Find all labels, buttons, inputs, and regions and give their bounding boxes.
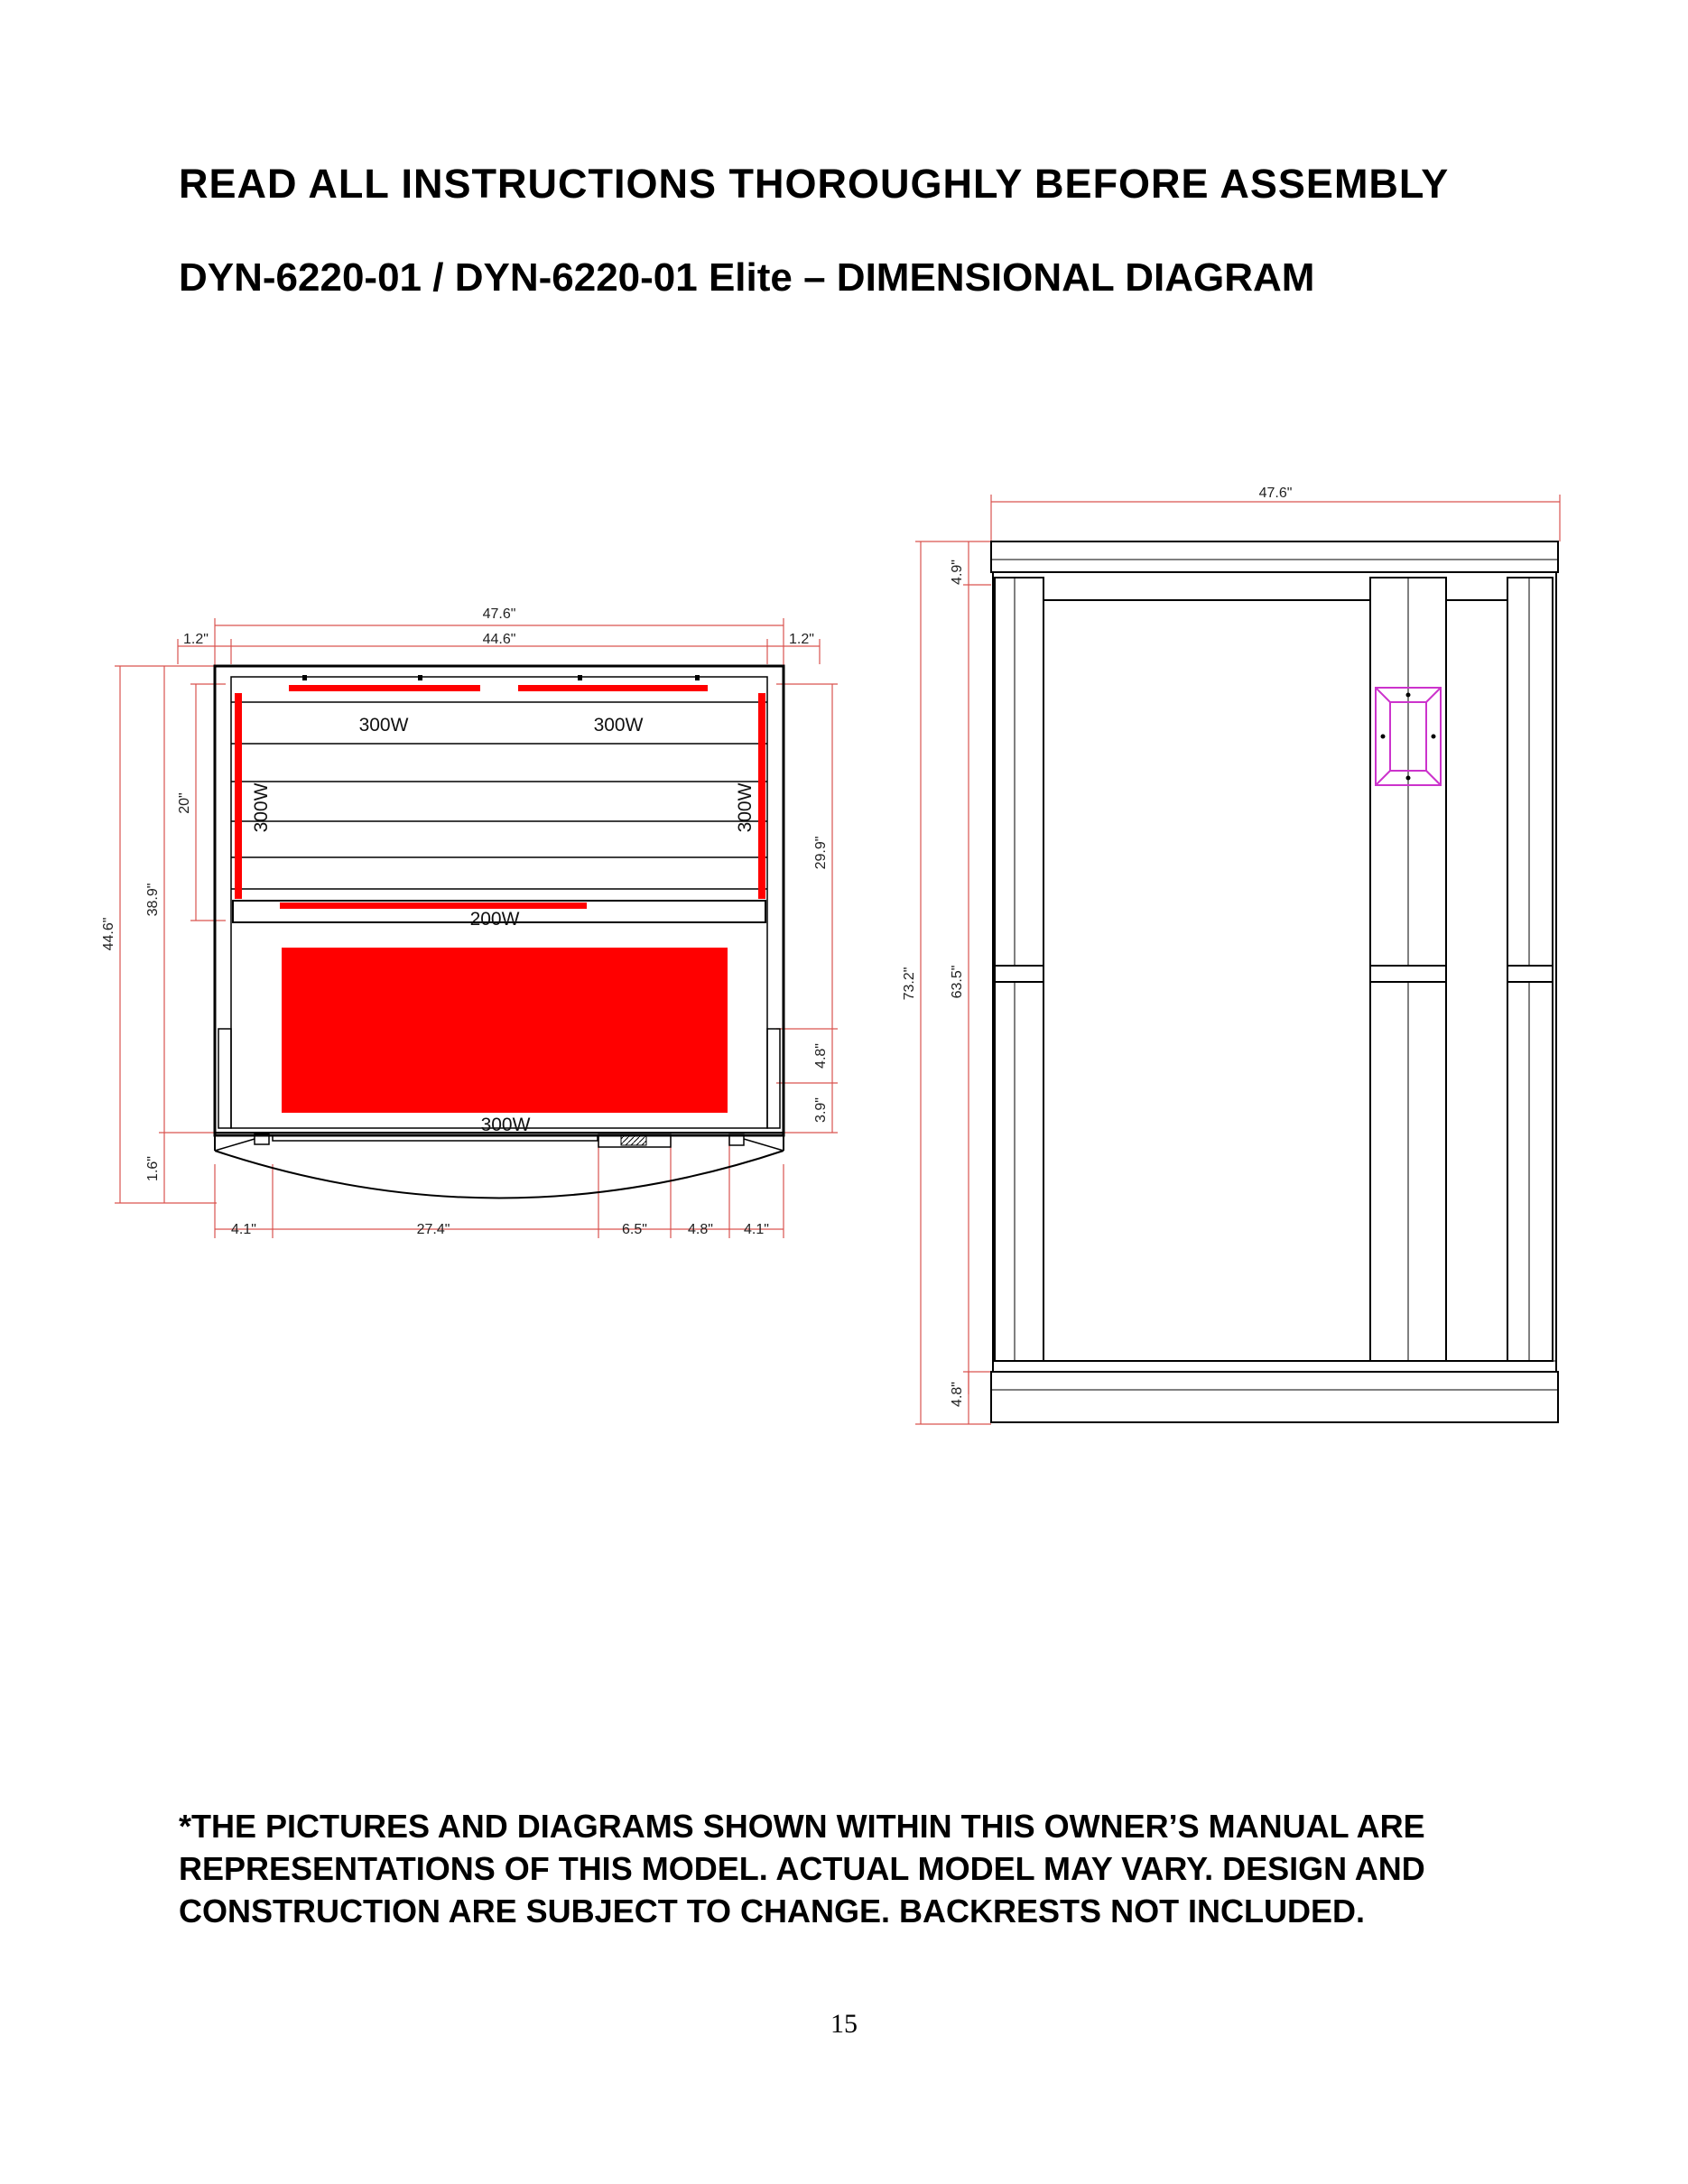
front-frame	[991, 541, 1558, 1422]
front-view-dimension-lines	[915, 495, 1560, 1424]
heater-back-right-label: 300W	[593, 715, 644, 736]
heater-side-right	[758, 693, 765, 899]
heater-floor-label: 300W	[480, 1115, 531, 1135]
disclaimer-line-1: *THE PICTURES AND DIAGRAMS SHOWN WITHIN THIS OWNER’S MANUAL ARE	[179, 1808, 1425, 1845]
page-number: 15	[830, 2009, 858, 2039]
dim-right-wall: 1.2"	[789, 632, 814, 647]
heater-bench	[280, 902, 587, 909]
dim-overall-width: 47.6"	[482, 606, 516, 622]
disclaimer	[179, 1805, 1587, 1932]
dim-overall-height: 73.2"	[902, 967, 917, 1001]
dim-right-lower-2: 3.9"	[813, 1097, 829, 1123]
dim-inner-depth: 38.9"	[145, 883, 161, 917]
heater-side-right-label: 300W	[735, 782, 756, 833]
dim-right-lower-1: 4.8"	[813, 1043, 829, 1069]
dim-base-height: 4.8"	[950, 1382, 965, 1407]
dim-bottom-2: 27.4"	[416, 1222, 450, 1237]
heater-back-left	[289, 685, 480, 691]
top-view	[101, 606, 838, 1238]
dim-bench-depth: 20"	[177, 792, 192, 814]
disclaimer-line-3: CONSTRUCTION ARE SUBJECT TO CHANGE. BACKRESTS NOT INCLUDED.	[179, 1892, 1366, 1930]
dim-top-height: 4.9"	[950, 560, 965, 585]
dim-front-width: 47.6"	[1258, 486, 1293, 501]
heater-side-left-label: 300W	[251, 782, 272, 833]
heaters	[235, 685, 765, 1113]
dim-front-bow: 1.6"	[145, 1156, 161, 1181]
dim-bottom-5: 4.1"	[744, 1222, 769, 1237]
disclaimer-line-2: REPRESENTATIONS OF THIS MODEL. ACTUAL MODEL MAY VARY. DESIGN AND	[179, 1850, 1425, 1887]
page-title: READ ALL INSTRUCTIONS THOROUGHLY BEFORE ASSEMBLY	[179, 161, 1450, 207]
door-handle	[621, 1136, 646, 1145]
back-wall-fasteners	[302, 675, 700, 680]
dim-right-section: 29.9"	[813, 836, 829, 870]
dim-bottom-3: 6.5"	[622, 1222, 647, 1237]
heater-side-left	[235, 693, 242, 899]
dim-overall-depth: 44.6"	[101, 917, 116, 951]
heater-floor	[282, 948, 728, 1113]
dim-inner-width: 44.6"	[482, 632, 516, 647]
dim-bottom-4: 4.8"	[688, 1222, 713, 1237]
heater-back-left-label: 300W	[358, 715, 409, 736]
heater-back-right	[518, 685, 708, 691]
dim-mid-height: 63.5"	[950, 965, 965, 999]
diagram-title: DYN-6220-01 / DYN-6220-01 Elite – DIMENSIONAL DIAGRAM	[179, 255, 1315, 300]
dim-left-wall: 1.2"	[183, 632, 209, 647]
heater-bench-label: 200W	[469, 909, 520, 930]
dim-bottom-1: 4.1"	[231, 1222, 256, 1237]
front-view	[902, 486, 1560, 1424]
